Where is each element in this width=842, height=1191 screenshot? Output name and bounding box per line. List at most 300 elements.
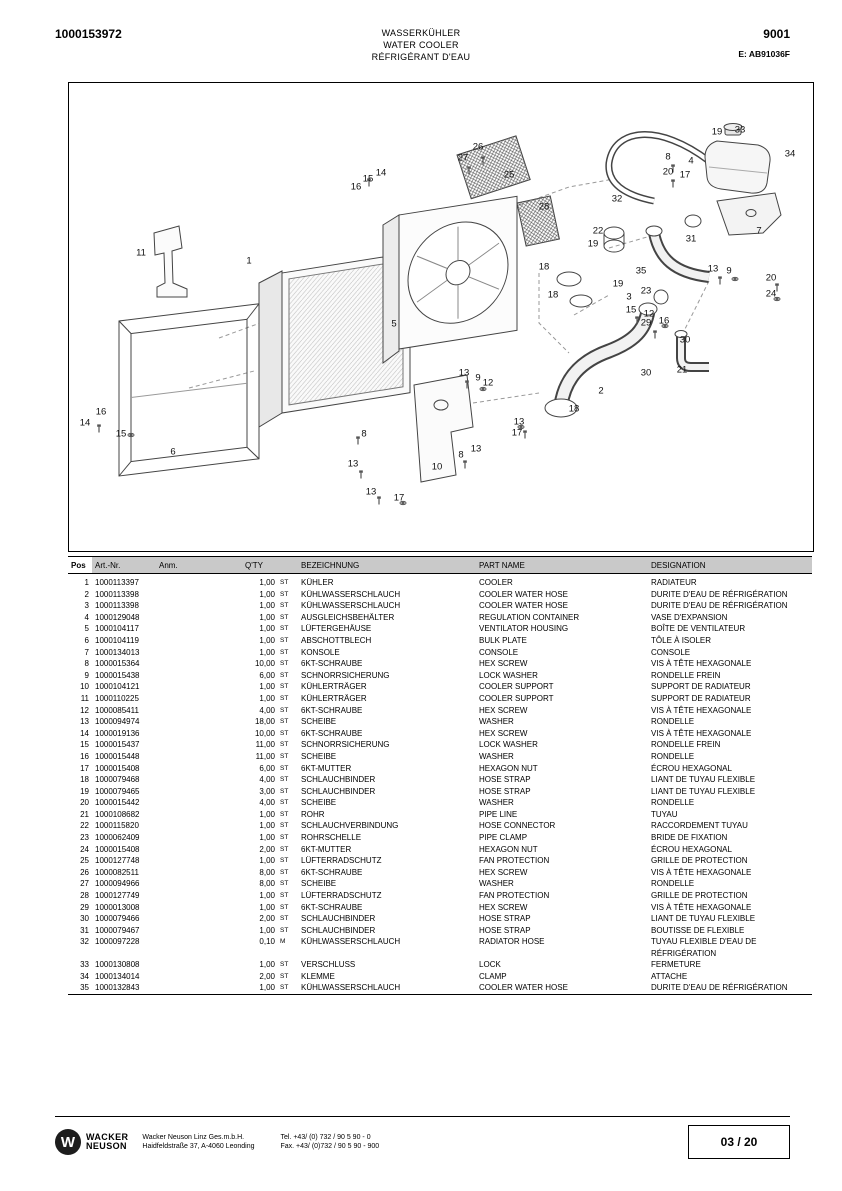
revision-code: E: AB91036F <box>738 49 790 59</box>
cell-bezeichnung: SCHEIBE <box>301 751 337 761</box>
cell-partname: HEX SCREW <box>479 728 528 738</box>
cell-pos: 2 <box>84 589 89 599</box>
cell-unit: ST <box>280 845 289 853</box>
part-callout-2: 2 <box>598 385 604 397</box>
callout-layer <box>69 83 813 551</box>
cell-pos: 4 <box>84 612 89 622</box>
cell-bezeichnung: KÜHLWASSERSCHLAUCH <box>301 983 401 993</box>
cell-anm <box>156 763 242 775</box>
cell-partname: LOCK WASHER <box>479 670 538 680</box>
cell-designation: BRIDE DE FIXATION <box>651 833 728 843</box>
part-row <box>68 971 812 983</box>
cell-partname: COOLER WATER HOSE <box>479 589 568 599</box>
cell-partname: HOSE STRAP <box>479 775 531 785</box>
cell-designation: DURITE D'EAU DE RÉFRIGÉRATION <box>651 589 788 599</box>
part-callout-18: 18 <box>538 261 550 273</box>
cell-designation: VIS À TÊTE HEXAGONALE <box>651 902 752 912</box>
part-row <box>68 600 812 612</box>
part-callout-18: 18 <box>547 289 559 301</box>
cell-unit: ST <box>280 625 289 633</box>
cell-artnr: 1000013008 <box>95 902 140 912</box>
cell-unit: ST <box>280 892 289 900</box>
cell-anm <box>156 959 242 971</box>
part-callout-22: 22 <box>592 225 604 237</box>
cell-artnr: 1000104117 <box>95 624 139 634</box>
cell-partname: PIPE CLAMP <box>479 833 528 843</box>
cell-artnr: 1000129048 <box>95 612 140 622</box>
cell-unit: ST <box>280 834 289 842</box>
cell-bezeichnung: SCHEIBE <box>301 717 337 727</box>
cell-qty: 1,00 <box>259 983 275 993</box>
column-header-bezeichnung: BEZEICHNUNG <box>298 557 476 574</box>
document-number: 1000153972 <box>55 27 122 41</box>
cell-designation: RONDELLE <box>651 879 695 889</box>
part-row <box>68 739 812 751</box>
cell-bezeichnung: SCHLAUCHBINDER <box>301 925 376 935</box>
cell-pos: 5 <box>84 624 89 634</box>
part-callout-17: 17 <box>511 427 523 439</box>
cell-unit: ST <box>280 984 289 992</box>
cell-pos: 11 <box>80 693 89 703</box>
cell-unit: ST <box>280 579 289 586</box>
cell-artnr: 1000134014 <box>95 971 140 981</box>
cell-artnr: 1000062409 <box>95 833 140 843</box>
cell-anm <box>156 658 242 670</box>
brand-name <box>86 1133 128 1151</box>
cell-unit: ST <box>280 648 289 656</box>
cell-qty: 1,00 <box>259 601 275 611</box>
cell-anm <box>156 809 242 821</box>
part-callout-25: 25 <box>503 169 515 181</box>
cell-bezeichnung: SCHNORRSICHERUNG <box>301 670 390 680</box>
cell-qty: 11,00 <box>255 740 275 750</box>
part-callout-5: 5 <box>391 318 397 330</box>
cell-bezeichnung: 6KT-SCHRAUBE <box>301 902 363 912</box>
cell-partname: COOLER SUPPORT <box>479 682 554 692</box>
page-number: 03 / 20 <box>720 1135 758 1149</box>
part-callout-23: 23 <box>640 285 652 297</box>
part-row <box>68 820 812 832</box>
part-row <box>68 809 812 821</box>
cell-qty: 1,00 <box>259 821 275 831</box>
part-row <box>68 902 812 914</box>
part-callout-4: 4 <box>688 155 694 167</box>
cell-anm <box>156 716 242 728</box>
cell-partname: PIPE LINE <box>479 809 518 819</box>
part-callout-27: 27 <box>457 152 469 164</box>
cell-anm <box>156 786 242 798</box>
part-row <box>68 844 812 856</box>
cell-unit: ST <box>280 636 289 644</box>
cell-partname: HEXAGON NUT <box>479 844 538 854</box>
cell-qty: 1,00 <box>259 925 275 935</box>
cell-bezeichnung: ROHRSCHELLE <box>301 833 362 843</box>
part-callout-12: 12 <box>482 377 494 389</box>
part-callout-19: 19 <box>587 238 599 250</box>
part-callout-15: 15 <box>115 428 127 440</box>
cell-pos: 24 <box>80 844 89 854</box>
cell-qty: 1,00 <box>259 856 275 866</box>
cell-artnr: 1000113398 <box>95 589 139 599</box>
cell-unit: ST <box>280 660 289 668</box>
cell-pos: 18 <box>80 775 89 785</box>
page-footer <box>55 1116 790 1159</box>
cell-partname: WASHER <box>479 798 514 808</box>
cell-artnr: 1000127749 <box>95 891 140 901</box>
part-callout-29: 29 <box>640 317 652 329</box>
part-callout-28: 28 <box>538 201 550 213</box>
cell-partname: HEX SCREW <box>479 659 528 669</box>
cell-designation: VASE D'EXPANSION <box>651 612 728 622</box>
cell-artnr: 1000079467 <box>95 925 140 935</box>
cell-partname: CONSOLE <box>479 647 519 657</box>
cell-partname: HOSE STRAP <box>479 914 531 924</box>
cell-anm <box>156 728 242 740</box>
cell-designation: TUYAU <box>651 809 678 819</box>
page-header <box>0 0 842 80</box>
cell-qty: 3,00 <box>259 786 275 796</box>
cell-bezeichnung: KÜHLWASSERSCHLAUCH <box>301 937 401 947</box>
cell-unit: ST <box>280 776 289 784</box>
cell-designation: VIS À TÊTE HEXAGONALE <box>651 867 752 877</box>
cell-artnr: 1000110225 <box>95 693 139 703</box>
cell-anm <box>156 589 242 601</box>
cell-qty: 1,00 <box>259 635 275 645</box>
part-row <box>68 832 812 844</box>
cell-anm <box>156 623 242 635</box>
cell-artnr: 1000127748 <box>95 856 140 866</box>
part-callout-6: 6 <box>170 446 176 458</box>
cell-unit: ST <box>280 822 289 830</box>
part-row <box>68 763 812 775</box>
company-street: Haidfeldstraße 37, A-4060 Leonding <box>142 1143 255 1150</box>
cell-designation: CONSOLE <box>651 647 691 657</box>
part-row <box>68 658 812 670</box>
part-callout-16: 16 <box>350 181 362 193</box>
cell-pos: 20 <box>80 798 89 808</box>
part-callout-30: 30 <box>679 334 691 346</box>
cell-bezeichnung: SCHNORRSICHERUNG <box>301 740 390 750</box>
cell-designation: LIANT DE TUYAU FLEXIBLE <box>651 914 756 924</box>
part-callout-14: 14 <box>375 167 387 179</box>
cell-anm <box>156 890 242 902</box>
cell-artnr: 1000015448 <box>95 751 140 761</box>
cell-bezeichnung: ABSCHOTTBLECH <box>301 635 372 645</box>
cell-qty: 10,00 <box>254 659 275 669</box>
cell-pos: 27 <box>80 879 89 889</box>
cell-qty: 1,00 <box>259 682 275 692</box>
cell-unit: ST <box>280 903 289 911</box>
cell-unit: ST <box>280 799 289 807</box>
cell-designation: DURITE D'EAU DE RÉFRIGÉRATION <box>651 983 788 993</box>
part-row <box>68 982 812 994</box>
title-french: RÉFRIGÉRANT D'EAU <box>371 52 471 62</box>
cell-designation: RONDELLE <box>651 798 695 808</box>
page-number-box <box>688 1125 790 1159</box>
cell-pos: 13 <box>80 717 89 727</box>
cell-artnr: 1000082511 <box>95 867 139 877</box>
cell-pos: 19 <box>80 786 89 796</box>
cell-designation: RONDELLE FREIN <box>651 740 721 750</box>
part-row <box>68 670 812 682</box>
cell-unit: ST <box>280 613 289 621</box>
exploded-diagram <box>68 82 814 552</box>
cell-anm <box>156 574 242 589</box>
cell-pos: 12 <box>80 705 89 715</box>
cell-partname: BULK PLATE <box>479 635 527 645</box>
part-callout-12: 12 <box>643 308 655 320</box>
part-callout-8: 8 <box>458 449 464 461</box>
part-row <box>68 574 812 589</box>
cell-qty: 1,00 <box>259 624 275 634</box>
cell-designation: ATTACHE <box>651 971 688 981</box>
cell-bezeichnung: 6KT-MUTTER <box>301 844 352 854</box>
part-callout-17: 17 <box>393 492 405 504</box>
part-row <box>68 635 812 647</box>
cell-unit: ST <box>280 741 289 749</box>
cell-partname: COOLER <box>479 578 513 587</box>
cell-designation: TÔLE À ISOLER <box>651 635 712 645</box>
cell-pos: 8 <box>84 659 89 669</box>
part-row <box>68 913 812 925</box>
cell-designation: BOUTISSE DE FLEXIBLE <box>651 925 745 935</box>
cell-unit: ST <box>280 926 289 934</box>
cell-designation: GRILLE DE PROTECTION <box>651 856 748 866</box>
brand-line-2: NEUSON <box>86 1141 127 1151</box>
cell-qty: 1,00 <box>259 833 275 843</box>
cell-partname: REGULATION CONTAINER <box>479 612 580 622</box>
cell-pos: 9 <box>84 670 89 680</box>
column-header-artnr: Art.-Nr. <box>92 557 156 574</box>
cell-unit: ST <box>280 706 289 714</box>
cell-unit: M <box>280 938 286 946</box>
cell-qty: 1,00 <box>259 902 275 912</box>
cell-bezeichnung: SCHLAUCHVERBINDUNG <box>301 821 399 831</box>
cell-designation: BOÎTE DE VENTILATEUR <box>651 624 746 634</box>
cell-designation: RONDELLE <box>651 717 695 727</box>
column-header-anm: Anm. <box>156 557 242 574</box>
cell-qty: 1,00 <box>259 589 275 599</box>
part-callout-35: 35 <box>635 265 647 277</box>
cell-designation: VIS À TÊTE HEXAGONALE <box>651 728 752 738</box>
cell-bezeichnung: SCHLAUCHBINDER <box>301 786 376 796</box>
part-row <box>68 786 812 798</box>
cell-anm <box>156 670 242 682</box>
cell-bezeichnung: 6KT-SCHRAUBE <box>301 728 363 738</box>
cell-artnr: 1000015437 <box>95 740 140 750</box>
cell-bezeichnung: LÜFTERRADSCHUTZ <box>301 891 382 901</box>
cell-pos: 7 <box>84 647 89 657</box>
part-callout-18: 18 <box>568 403 580 415</box>
cell-bezeichnung: ROHR <box>301 809 325 819</box>
cell-bezeichnung: LÜFTERGEHÄUSE <box>301 624 372 634</box>
cell-anm <box>156 693 242 705</box>
cell-unit: ST <box>280 972 289 980</box>
part-row <box>68 589 812 601</box>
table-header-row <box>68 557 812 574</box>
cell-partname: COOLER WATER HOSE <box>479 601 568 611</box>
part-row <box>68 623 812 635</box>
cell-designation: RONDELLE <box>651 751 695 761</box>
cell-artnr: 1000094966 <box>95 879 140 889</box>
cell-unit: ST <box>280 961 289 969</box>
cell-bezeichnung: KÜHLWASSERSCHLAUCH <box>301 601 401 611</box>
part-row <box>68 705 812 717</box>
cell-unit: ST <box>280 671 289 679</box>
part-callout-13: 13 <box>707 263 719 275</box>
cell-partname: HEXAGON NUT <box>479 763 538 773</box>
cell-partname: COOLER SUPPORT <box>479 693 554 703</box>
part-callout-9: 9 <box>475 372 481 384</box>
cell-artnr: 1000097228 <box>95 937 140 947</box>
cell-designation: ÉCROU HEXAGONAL <box>651 844 732 854</box>
cell-unit: ST <box>280 810 289 818</box>
cell-pos: 30 <box>80 914 89 924</box>
brand-line-1: WACKER <box>86 1132 129 1142</box>
cell-qty: 1,00 <box>259 693 275 703</box>
cell-partname: LOCK WASHER <box>479 740 538 750</box>
part-row <box>68 925 812 937</box>
cell-artnr: 1000132843 <box>95 983 140 993</box>
cell-artnr: 1000079465 <box>95 786 140 796</box>
part-callout-30: 30 <box>640 367 652 379</box>
cell-partname: FAN PROTECTION <box>479 856 550 866</box>
cell-bezeichnung: KÜHLWASSERSCHLAUCH <box>301 589 401 599</box>
cell-unit: ST <box>280 729 289 737</box>
part-row <box>68 774 812 786</box>
cell-artnr: 1000108682 <box>95 809 140 819</box>
logo-w-icon <box>55 1129 81 1155</box>
cell-bezeichnung: LÜFTERRADSCHUTZ <box>301 856 382 866</box>
cell-anm <box>156 647 242 659</box>
part-row <box>68 751 812 763</box>
part-callout-26: 26 <box>472 141 484 153</box>
cell-qty: 1,00 <box>259 578 275 587</box>
cell-pos: 14 <box>80 728 89 738</box>
part-row <box>68 728 812 740</box>
cell-partname: HEX SCREW <box>479 705 528 715</box>
title-german: WASSERKÜHLER <box>381 28 461 38</box>
cell-partname: LOCK <box>479 960 501 970</box>
cell-unit: ST <box>280 602 289 610</box>
cell-pos: 25 <box>80 856 89 866</box>
cell-anm <box>156 612 242 624</box>
cell-bezeichnung: 6KT-MUTTER <box>301 763 352 773</box>
cell-designation: GRILLE DE PROTECTION <box>651 891 748 901</box>
cell-partname: HEX SCREW <box>479 867 528 877</box>
cell-anm <box>156 844 242 856</box>
part-callout-11: 11 <box>136 247 146 259</box>
cell-artnr: 1000015442 <box>95 798 140 808</box>
cell-designation: TUYAU FLEXIBLE D'EAU DE RÉFRIGÉRATION <box>651 937 757 958</box>
cell-artnr: 1000104119 <box>95 635 139 645</box>
cell-partname: WASHER <box>479 879 514 889</box>
cell-anm <box>156 705 242 717</box>
cell-anm <box>156 681 242 693</box>
part-row <box>68 959 812 971</box>
cell-partname: HOSE STRAP <box>479 786 531 796</box>
cell-unit: ST <box>280 694 289 702</box>
part-row <box>68 867 812 879</box>
cell-bezeichnung: KÜHLERTRÄGER <box>301 682 367 692</box>
cell-artnr: 1000019136 <box>95 728 140 738</box>
part-callout-15: 15 <box>362 173 374 185</box>
cell-anm <box>156 867 242 879</box>
cell-pos: 3 <box>84 601 89 611</box>
cell-bezeichnung: SCHEIBE <box>301 879 337 889</box>
cell-qty: 4,00 <box>259 705 275 715</box>
cell-qty: 2,00 <box>259 914 275 924</box>
cell-bezeichnung: 6KT-SCHRAUBE <box>301 705 363 715</box>
part-callout-3: 3 <box>626 291 632 303</box>
cell-anm <box>156 774 242 786</box>
part-callout-16: 16 <box>658 315 670 327</box>
cell-designation: ÉCROU HEXAGONAL <box>651 763 732 773</box>
cell-pos: 33 <box>80 960 89 970</box>
column-header-designation: DESIGNATION <box>648 557 812 574</box>
cell-designation: RONDELLE FREIN <box>651 670 721 680</box>
cell-designation: FERMETURE <box>651 960 701 970</box>
company-name: Wacker Neuson Linz Ges.m.b.H. <box>142 1134 245 1141</box>
part-row <box>68 681 812 693</box>
column-header-qty: Q'TY <box>242 557 298 574</box>
cell-anm <box>156 971 242 983</box>
cell-unit: ST <box>280 718 289 726</box>
cell-qty: 8,00 <box>259 867 275 877</box>
column-header-pos: Pos <box>71 560 86 570</box>
cell-partname: FAN PROTECTION <box>479 891 550 901</box>
cell-anm <box>156 902 242 914</box>
logo-letter: W <box>60 1133 76 1151</box>
part-callout-20: 20 <box>765 272 777 284</box>
cell-unit: ST <box>280 752 289 760</box>
part-callout-8: 8 <box>361 428 367 440</box>
cell-pos: 34 <box>80 971 89 981</box>
cell-partname: HEX SCREW <box>479 902 528 912</box>
part-callout-13: 13 <box>470 443 482 455</box>
part-callout-13: 13 <box>458 367 470 379</box>
cell-qty: 4,00 <box>259 775 275 785</box>
part-callout-7: 7 <box>756 225 762 237</box>
cell-pos: 28 <box>80 891 89 901</box>
cell-designation: LIANT DE TUYAU FLEXIBLE <box>651 786 756 796</box>
cell-artnr: 1000113398 <box>95 601 139 611</box>
part-callout-33: 33 <box>734 124 746 136</box>
cell-anm <box>156 878 242 890</box>
part-callout-19: 19 <box>612 278 624 290</box>
cell-partname: VENTILATOR HOUSING <box>479 624 569 634</box>
cell-artnr: 1000015408 <box>95 763 140 773</box>
code-block <box>738 27 790 59</box>
title-english: WATER COOLER <box>383 40 459 50</box>
cell-bezeichnung: 6KT-SCHRAUBE <box>301 659 363 669</box>
part-callout-31: 31 <box>685 233 697 245</box>
cell-designation: VIS À TÊTE HEXAGONALE <box>651 659 752 669</box>
cell-partname: WASHER <box>479 751 514 761</box>
cell-pos: 1 <box>84 578 89 587</box>
cell-designation: DURITE D'EAU DE RÉFRIGÉRATION <box>651 601 788 611</box>
cell-partname: HOSE CONNECTOR <box>479 821 556 831</box>
cell-bezeichnung: KÜHLER <box>301 578 334 587</box>
part-callout-13: 13 <box>513 416 525 428</box>
cell-anm <box>156 982 242 994</box>
cell-unit: ST <box>280 880 289 888</box>
cell-bezeichnung: AUSGLEICHSBEHÄLTER <box>301 612 395 622</box>
wacker-neuson-logo <box>55 1129 128 1155</box>
part-callout-13: 13 <box>365 486 377 498</box>
part-callout-19: 19 <box>711 126 723 138</box>
part-callout-14: 14 <box>79 417 91 429</box>
